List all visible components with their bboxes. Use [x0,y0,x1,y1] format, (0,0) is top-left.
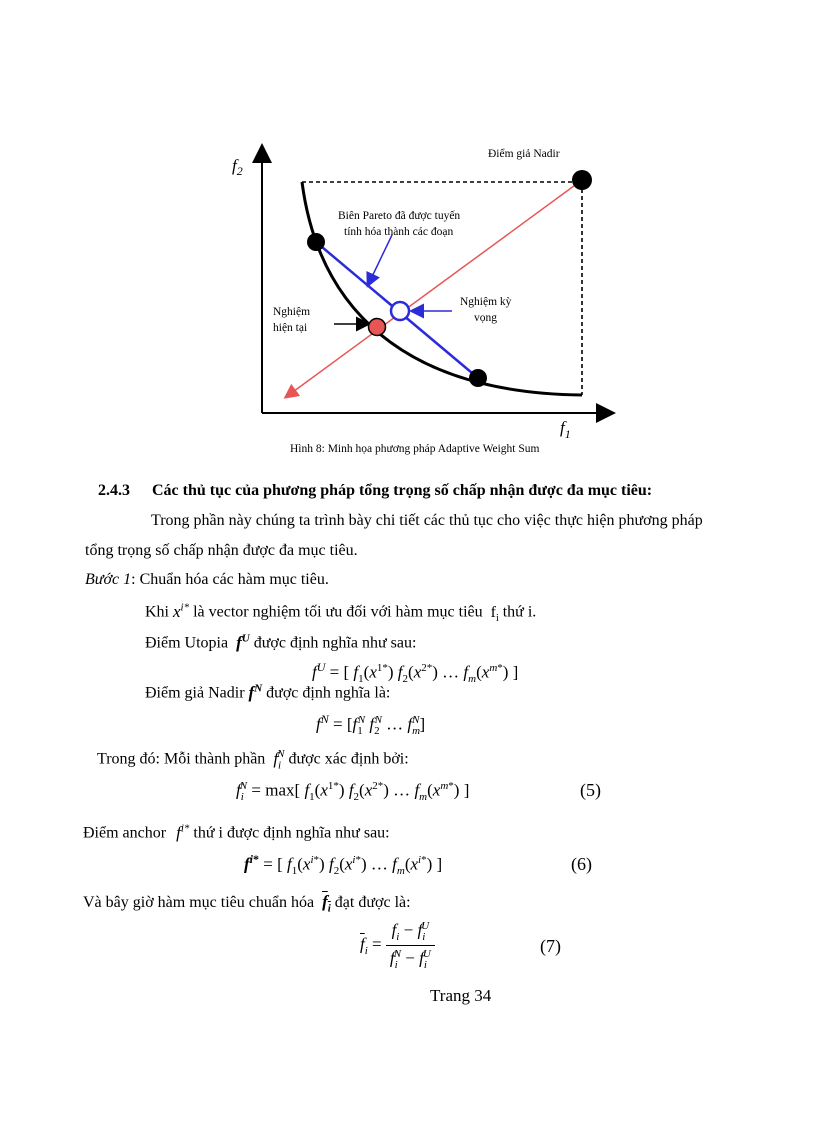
x-i-star: $x^{i*}$ [173,601,190,621]
nadir-point [572,170,592,190]
figure-svg [220,135,620,445]
equation-6: $f^{i*}$ = [ $f_1(x^{i*})$ $f_2(x^{i*})$ … $f_m(x^{i*})$ ] [244,852,443,878]
expected-label-line1: Nghiệm kỳ [460,296,512,308]
utopia-equation: $f^U$ = [ $f_1(x^{1*})$ $f_2(x^{2*})$ … $f_m(x^{m*})$ ] [312,660,519,686]
expected-label-line2: vọng [474,312,497,324]
current-label-line2: hiện tại [273,322,308,334]
x-axis-label: $f_1$ [560,418,571,441]
equation-5: $f_i^N = \max$[ $f_1(x^{1*})$ $f_2(x^{2*})$ … $f_m(x^{m*})$ ] [236,780,470,804]
intro-line-2: tổng trọng số chấp nhận được đa mục tiêu. [85,542,358,559]
step1-label: Bước 1 [85,571,132,588]
page-number: Trang 34 [430,986,492,1005]
figure-caption: Hình 8: Minh họa phương pháp Adaptive Weight Sum [290,443,540,455]
nadir-label: Điểm giả Nadir [488,148,560,160]
pareto-label-line2: tính hóa thành các đoạn [344,226,454,238]
step1-text: : Chuẩn hóa các hàm mục tiêu. [131,571,329,588]
equation-7: $\overline{f}_i$ = $\frac{f_i - f_i^U}{f_i^N - f_i^U}$ [360,920,435,971]
current-label-line1: Nghiệm [273,306,311,318]
y-axis-label: $f_2$ [232,156,243,178]
normalized-line: Và bây giờ hàm mục tiêu chuẩn hóa $f_i$ đạt được là: [83,892,411,915]
equation-7-number: (7) [540,936,561,956]
equation-5-number: (5) [580,780,601,800]
intro-line-1: Trong phần này chúng ta trình bày chi tiết các thủ tục cho việc thực hiện phương pháp [151,512,703,529]
equation-6-number: (6) [571,854,592,874]
adaptive-weight-sum-figure [220,135,620,445]
section-title: Các thủ tục của phương pháp tổng trọng số chấp nhận được đa mục tiêu: [152,482,653,499]
nadir-equation: $f^N = [f_1^N$ $f_2^N$ … $f_m^N$] [316,712,426,738]
step1-line [85,571,329,589]
pareto-label-line1: Biên Pareto đã được tuyến [338,210,461,222]
anchor-point-lower [469,369,487,387]
expected-solution-point [391,302,409,320]
section-number: 2.4.3 [98,482,130,499]
current-solution-point [369,319,386,336]
anchor-point-upper [307,233,325,251]
khi-line: Khi $x^{i*}$ là vector nghiệm tối ưu đối với hàm mục tiêu $f_i$ thứ i. [145,601,537,624]
pareto-annotation-arrow [368,235,392,285]
anchor-line: Điểm anchor $f^{i*}$ thứ i được định nghĩa như sau: [83,822,390,842]
nadir-line: Điểm giả Nadir $f^N$ được định nghĩa là: [145,682,391,702]
utopia-line: Điểm Utopia $f^U$ được định nghĩa như sau: [145,632,417,652]
trongdo-line: Trong đó: Mỗi thành phần $f_i^N$ được xác định bởi: [97,748,409,772]
equation-7-fraction: $\frac{f_i - f_i^U}{f_i^N - f_i^U}$ [386,920,435,971]
section-heading [98,482,652,500]
